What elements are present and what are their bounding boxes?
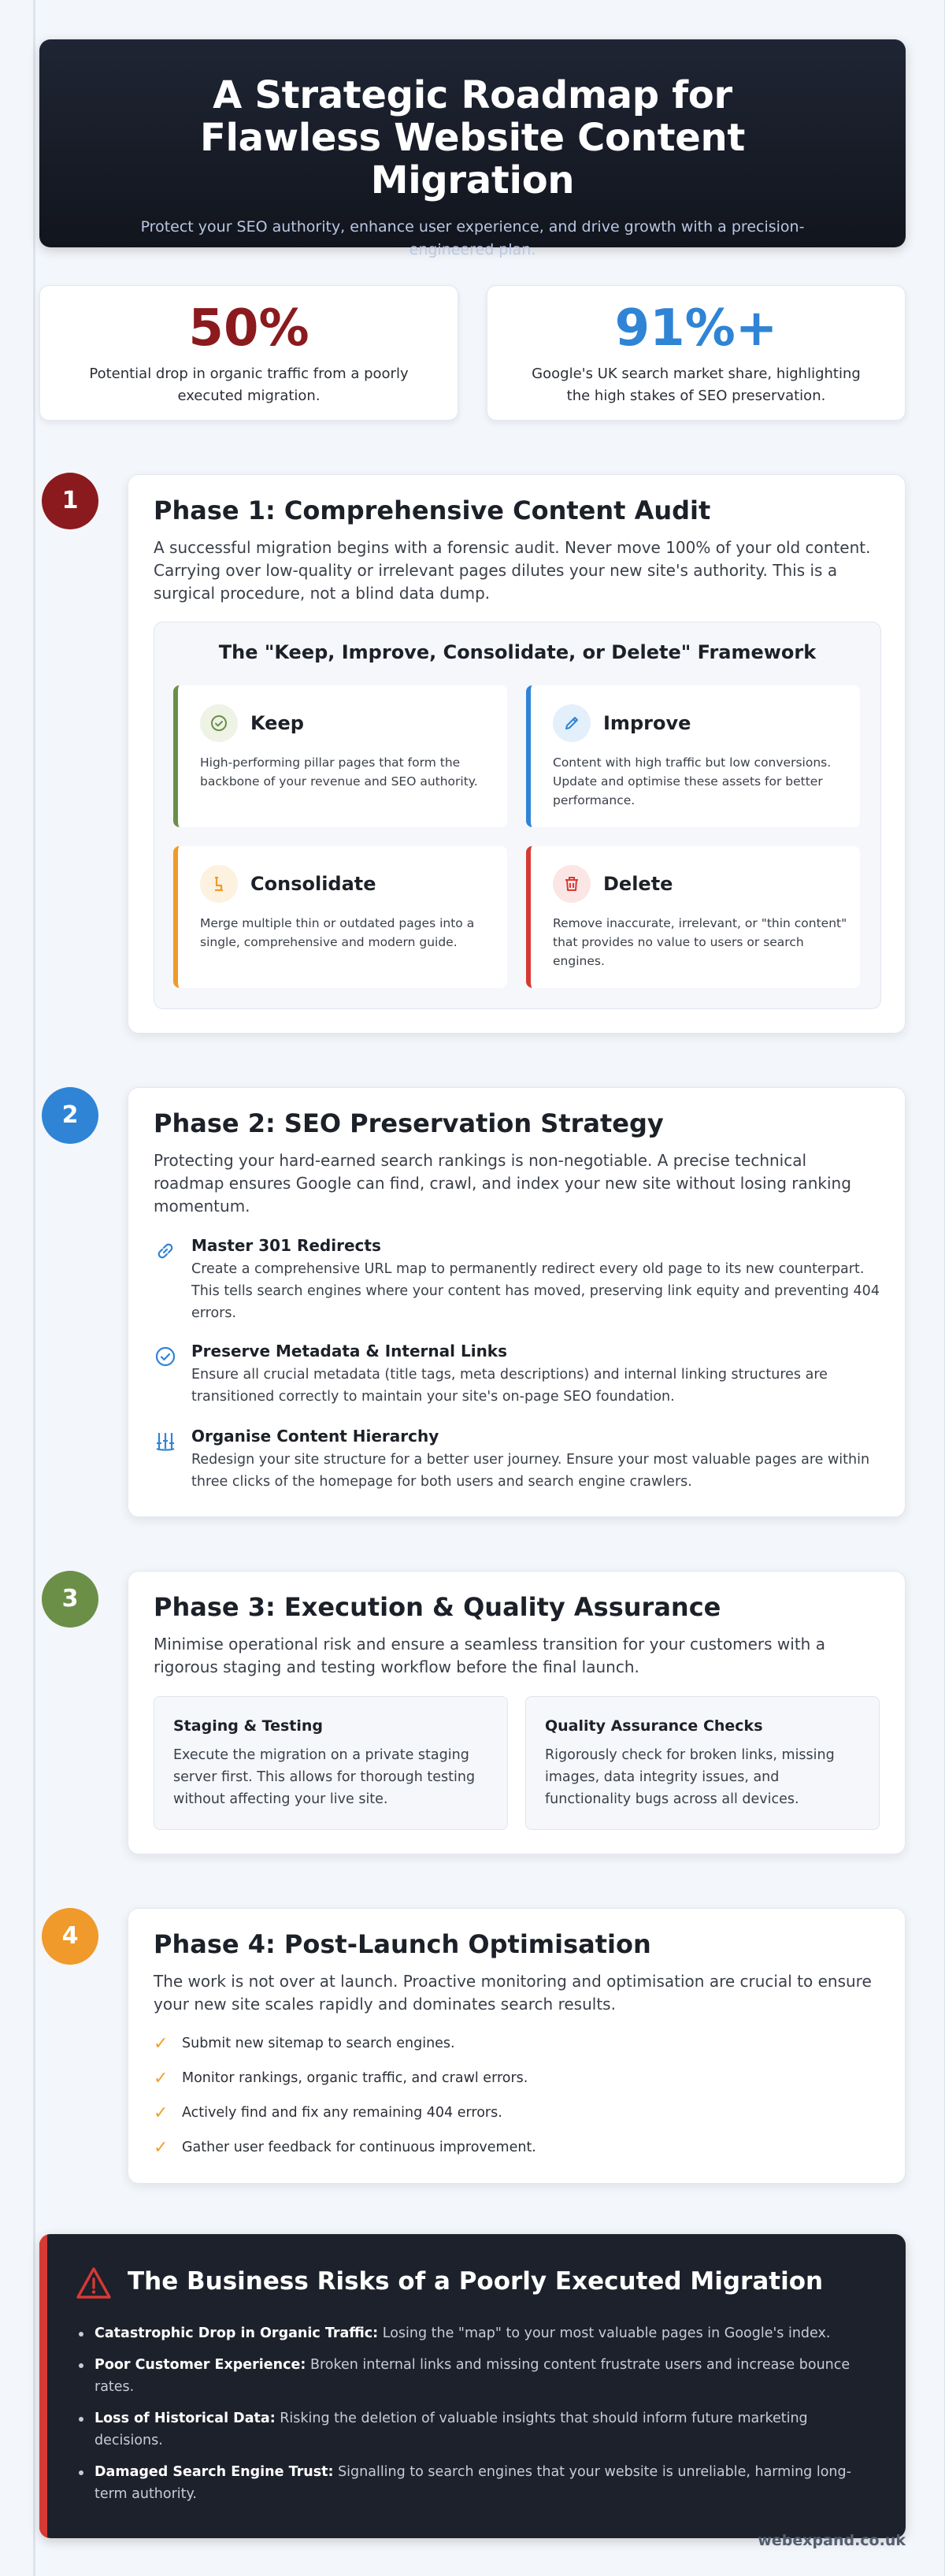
checkmark-icon: ✓	[154, 2069, 169, 2088]
stat-description: Potential drop in organic traffic from a poorly executed migration.	[89, 366, 409, 404]
risks-title: The Business Risks of a Poorly Executed Migration	[128, 2267, 824, 2296]
phase-4-badge: 4	[42, 1908, 98, 1965]
risk-label: Catastrophic Drop in Organic Traffic:	[94, 2325, 379, 2341]
risk-accent-bar	[39, 2234, 47, 2538]
risk-item	[76, 2354, 879, 2398]
link-icon	[154, 1239, 177, 1263]
risk-text: Risking the deletion of valuable insights that should inform future marketing decisions.	[94, 2411, 808, 2448]
tile-title: Delete	[603, 873, 673, 895]
phase-1-badge: 1	[42, 473, 98, 529]
tile-title: Keep	[250, 712, 304, 734]
seo-item-description: Ensure all crucial metadata (title tags, meta descriptions) and internal linking structures are transitioned correctly to maintain your site's on-page SEO foundation.	[191, 1367, 828, 1405]
risk-label: Poor Customer Experience:	[94, 2357, 306, 2373]
tile-description: Content with high traffic but low conversions. Update and optimise these assets for better performance.	[553, 755, 832, 807]
checkmark-icon: ✓	[154, 2034, 169, 2054]
box-title: Quality Assurance Checks	[545, 1717, 763, 1735]
box-title: Staging & Testing	[173, 1717, 323, 1735]
framework-title: The "Keep, Improve, Consolidate, or Delete" Framework	[218, 641, 817, 663]
seo-item-title: Preserve Metadata & Internal Links	[191, 1342, 508, 1360]
check-circle-icon	[154, 1345, 177, 1368]
stat-card-traffic-drop	[39, 285, 458, 421]
seo-item-title: Organise Content Hierarchy	[191, 1427, 439, 1446]
checklist-text: Gather user feedback for continuous improvement.	[182, 2140, 536, 2155]
warning-icon	[76, 2266, 112, 2300]
risk-item	[76, 2322, 879, 2344]
seo-item-title: Master 301 Redirects	[191, 1236, 381, 1255]
phase-1-intro: A successful migration begins with a forensic audit. Never move 100% of your old content. Carrying over low-quality or irrelevant pages dilutes your new site's authority. This is a surgical procedure, not a blind data dump.	[154, 538, 871, 603]
phase-2-title: Phase 2: SEO Preservation Strategy	[154, 1108, 664, 1138]
risk-text: Losing the "map" to your most valuable pages in Google's index.	[382, 2325, 831, 2341]
seo-item-description: Create a comprehensive URL map to permanently redirect every old page to its new counterpart. This tells search engines where your content has moved, preserving link equity and preventing 404 errors.	[191, 1261, 880, 1321]
phase-1-card	[128, 474, 906, 1034]
page-subtitle: Protect your SEO authority, enhance user experience, and drive growth with a precision-engineered plan.	[140, 218, 805, 258]
checklist-text: Submit new sitemap to search engines.	[182, 2036, 455, 2051]
staging-testing-box	[154, 1696, 508, 1830]
box-description: Execute the migration on a private staging server first. This allows for thorough testing without affecting your live site.	[173, 1747, 476, 1807]
phase-3-card	[128, 1571, 906, 1854]
framework-tile-delete	[526, 846, 860, 988]
phase-3-badge: 3	[42, 1571, 98, 1628]
phase-4-title: Phase 4: Post-Launch Optimisation	[154, 1929, 651, 1959]
stat-card-google-share	[487, 285, 906, 421]
seo-item-description: Redesign your site structure for a better user journey. Ensure your most valuable pages are within three clicks of the homepage for both users and search engine crawlers.	[191, 1452, 870, 1490]
framework-tile-keep	[173, 685, 507, 827]
phase-2-badge: 2	[42, 1087, 98, 1144]
risk-text: Signalling to search engines that your website is unreliable, harming long-term authority.	[94, 2464, 851, 2502]
phase-3-intro: Minimise operational risk and ensure a seamless transition for your customers with a rigorous staging and testing workflow before the final launch.	[154, 1635, 825, 1676]
risk-label: Loss of Historical Data:	[94, 2411, 276, 2426]
checklist-item	[154, 2066, 862, 2090]
phase-4-card	[128, 1908, 906, 2184]
hero-header	[39, 39, 906, 258]
stat-value: 91%+	[614, 299, 778, 358]
seo-item-metadata	[154, 1342, 878, 1408]
risk-item	[76, 2461, 879, 2505]
checklist-item	[154, 2032, 862, 2055]
seo-item-hierarchy	[154, 1427, 878, 1493]
phase-3-title: Phase 3: Execution & Quality Assurance	[154, 1592, 721, 1622]
checkmark-icon: ✓	[154, 2103, 169, 2123]
risks-list	[76, 2322, 879, 2515]
stat-description: Google's UK search market share, highlighting the high stakes of SEO preservation.	[532, 366, 861, 404]
pencil-icon	[553, 704, 591, 742]
checklist-item	[154, 2136, 862, 2159]
phase-1-title: Phase 1: Comprehensive Content Audit	[154, 496, 711, 525]
merge-icon	[200, 865, 238, 903]
checklist-item	[154, 2101, 862, 2125]
sitemap-icon	[154, 1430, 177, 1453]
tile-title: Consolidate	[250, 873, 376, 895]
framework-tile-consolidate	[173, 846, 507, 988]
tile-title: Improve	[603, 712, 691, 734]
timeline-line	[33, 0, 35, 2576]
risk-text: Broken internal links and missing content frustrate users and increase bounce rates.	[94, 2357, 850, 2395]
framework-tile-improve	[526, 685, 860, 827]
tile-description: High-performing pillar pages that form the backbone of your revenue and SEO authority.	[200, 755, 478, 789]
framework-panel	[154, 622, 881, 1009]
check-circle-icon	[200, 704, 238, 742]
phase-2-intro: Protecting your hard-earned search rankings is non-negotiable. A precise technical roadmap ensures Google can find, crawl, and index your new site without losing ranking momentum.	[154, 1151, 851, 1216]
checklist-text: Monitor rankings, organic traffic, and crawl errors.	[182, 2070, 528, 2086]
checklist-text: Actively find and fix any remaining 404 errors.	[182, 2105, 502, 2121]
business-risks-panel	[39, 2234, 906, 2538]
tile-description: Merge multiple thin or outdated pages into a single, comprehensive and modern guide.	[200, 916, 475, 949]
trash-icon	[553, 865, 591, 903]
phase-4-intro: The work is not over at launch. Proactive monitoring and optimisation are crucial to ensure your new site scales rapidly and dominates search results.	[154, 1972, 872, 2014]
footer-brand-link[interactable]: webexpand.co.uk	[758, 2532, 906, 2549]
checkmark-icon: ✓	[154, 2138, 169, 2158]
risk-item	[76, 2407, 879, 2452]
tile-description: Remove inaccurate, irrelevant, or "thin content" that provides no value to users or search engines.	[553, 916, 847, 968]
stat-value: 50%	[188, 299, 309, 358]
box-description: Rigorously check for broken links, missing images, data integrity issues, and functionality bugs across all devices.	[545, 1747, 835, 1807]
risk-label: Damaged Search Engine Trust:	[94, 2464, 334, 2480]
page-title: A Strategic Roadmap for Flawless Website Content Migration	[199, 73, 745, 202]
seo-item-redirects	[154, 1236, 878, 1323]
qa-checks-box	[525, 1696, 880, 1830]
phase-2-card	[128, 1087, 906, 1517]
